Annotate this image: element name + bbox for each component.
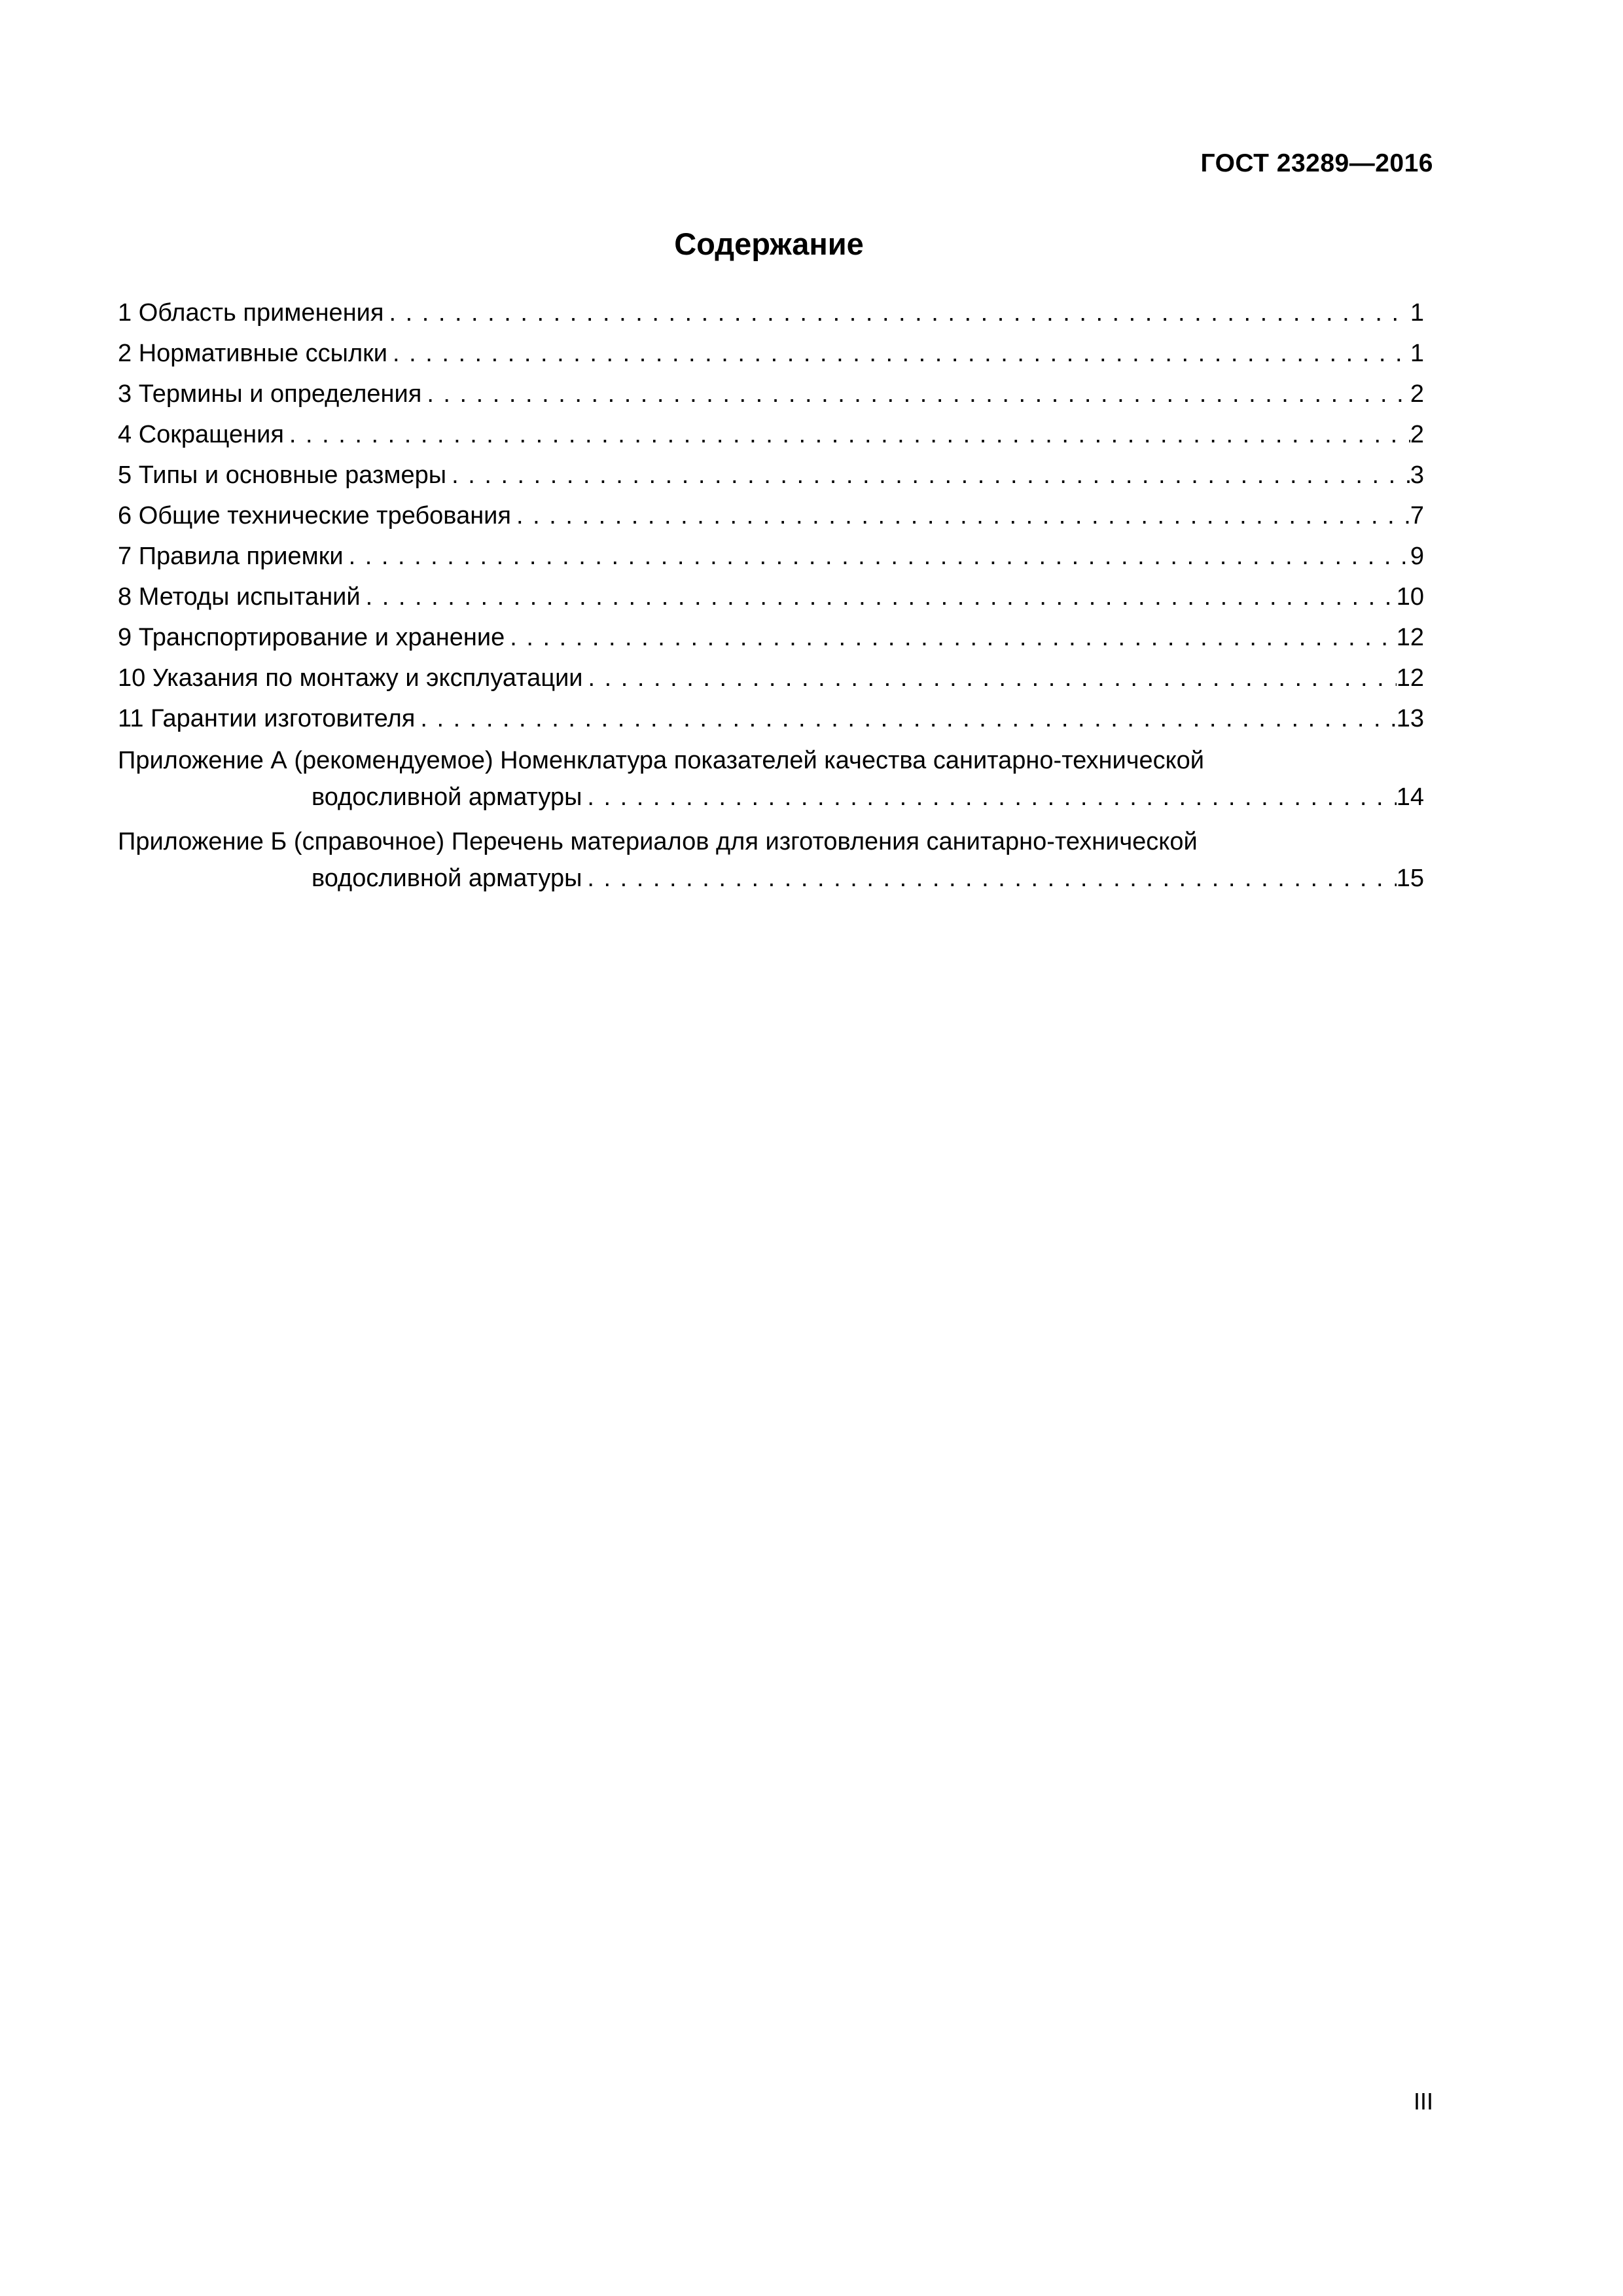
page-number: III [1413,2088,1433,2115]
dot-leader [361,579,1397,615]
toc-entry[interactable] [118,579,1424,619]
dot-leader [505,619,1396,656]
toc-entry[interactable] [118,538,1424,579]
dot-leader [387,335,1410,372]
dot-leader [511,497,1410,534]
appendix-title-line2: водосливной арматуры [312,783,582,811]
dot-leader [383,295,1410,331]
toc-entry-page: 9 [1410,543,1424,570]
dot-leader [344,538,1410,575]
appendix-title-line1: Приложение Б (справочное) Перечень материалов для изготовления санитарно-технической [118,828,1198,855]
toc-entry[interactable] [118,335,1424,376]
toc-entry[interactable] [118,700,1424,741]
toc-entry-label: 6 Общие технические требования [118,502,511,529]
toc-entry-page: 12 [1396,664,1424,692]
toc-entry[interactable] [118,619,1424,660]
dot-leader [284,416,1410,453]
dot-leader [582,779,1396,816]
toc-entry[interactable] [118,416,1424,457]
toc-entry[interactable] [118,497,1424,538]
toc-entry-label: 5 Типы и основные размеры [118,461,447,489]
toc-entry-label: 10 Указания по монтажу и эксплуатации [118,664,583,692]
toc-entry-page: 15 [1396,865,1424,892]
table-of-contents [118,295,1424,898]
appendix-title-line1: Приложение А (рекомендуемое) Номенклатура показателей качества санитарно-технической [118,747,1205,774]
toc-entry-label: 9 Транспортирование и хранение [118,624,505,651]
toc-entry-label: 2 Нормативные ссылки [118,340,387,367]
appendix-title-line2: водосливной арматуры [312,865,582,892]
toc-entry-page: 12 [1396,624,1424,651]
dot-leader [415,700,1396,737]
dot-leader [446,457,1410,493]
toc-entry-page: 10 [1396,583,1424,611]
toc-title: Содержание [674,226,864,261]
toc-entry[interactable] [118,376,1424,416]
toc-entry[interactable] [118,457,1424,497]
appendix-title-line2-row [118,860,1424,897]
toc-appendix-b[interactable] [118,823,1424,897]
toc-entry-page: 7 [1410,502,1424,529]
toc-entry-label: 7 Правила приемки [118,543,344,570]
toc-entry-label: 4 Сокращения [118,421,284,448]
dot-leader [582,860,1396,897]
toc-entry-label: 3 Термины и определения [118,380,422,408]
toc-entry-label: 11 Гарантии изготовителя [118,705,416,732]
dot-leader [421,376,1410,412]
toc-entry-page: 13 [1396,705,1424,732]
toc-entry-page: 1 [1410,340,1424,367]
dot-leader [583,660,1397,696]
toc-entry-label: 8 Методы испытаний [118,583,361,611]
toc-entry[interactable] [118,295,1424,335]
document-code: ГОСТ 23289—2016 [1200,149,1433,177]
toc-entry[interactable] [118,660,1424,700]
toc-entry-page: 2 [1410,421,1424,448]
toc-entry-page: 3 [1410,461,1424,489]
toc-entry-label: 1 Область применения [118,299,384,327]
appendix-title-line2-row [118,779,1424,816]
toc-entry-page: 2 [1410,380,1424,408]
toc-appendix-a[interactable] [118,742,1424,816]
toc-entry-page: 14 [1396,783,1424,811]
toc-entry-page: 1 [1410,299,1424,327]
